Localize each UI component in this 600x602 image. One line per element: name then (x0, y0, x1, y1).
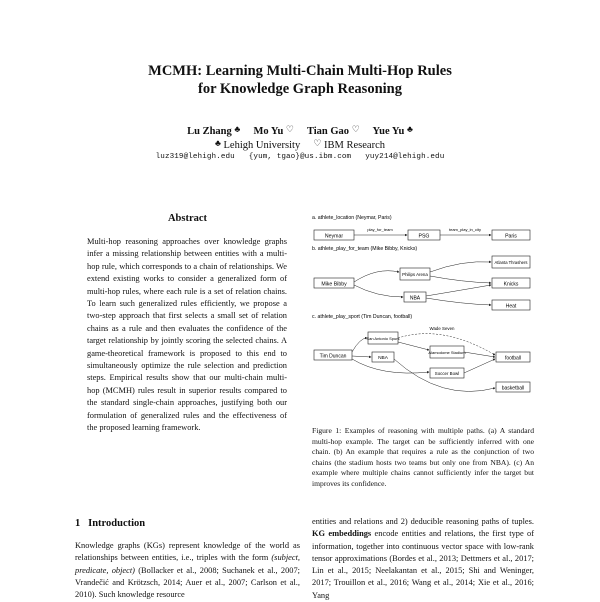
affiliation-mark: ♡ (313, 138, 322, 148)
paper-title-line-2: for Knowledge Graph Reasoning (198, 81, 402, 97)
relation-edge (354, 285, 403, 297)
section-heading (75, 518, 145, 529)
panel-b-title: b. athlete_play_for_team (Mike Bibby, Knicks) (312, 246, 418, 252)
node-label: Paris (505, 233, 517, 240)
node-label: PSG (418, 233, 430, 240)
intro-text: (Bollacker et al., 2008; Suchanek et al., 2007; Vrandečić and Krötzsch, 2014; Auer et al., 2007; Carlson et al., 2010). Such knowledge resource (75, 565, 300, 600)
relation-edge (352, 356, 371, 357)
section-number: 1 (75, 518, 81, 529)
author-name: Yue Yu (372, 126, 405, 137)
node-label: Soccer Bowl (434, 371, 460, 376)
paper-title-line-1: MCMH: Learning Multi-Chain Multi-Hop Rules (148, 63, 452, 79)
affiliation-list (0, 138, 600, 151)
intro-text: Knowledge graphs (KGs) represent knowledge of the world as relationships between entities, i.e., triples with the form (75, 541, 300, 563)
node-label: Mike Bibby (321, 281, 347, 288)
relation-edge (430, 262, 491, 272)
figure-caption: Figure 1: Examples of reasoning with multiple paths. (a) A standard multi-hop example. The target can be sufficiently inferred with one chain. (b) An example that requires a rule as the conjunction of two chains (the stadium hosts two teams but only one from NBA). (c) An example where multiple chains cannot sufficiently infer the target but improves its confidence. (312, 426, 534, 488)
abstract-body: Multi-hop reasoning approaches over knowledge graphs infer a missing relationship between entities with a multi-hop rule, which corresponds to a chain of relationships. We extend existing works to consider a generalized form of multi-hop rules, where each rule is a set of relation chains. To learn such generalized rules efficiently, we propose a two-step approach that first selects a small set of relation chains as a rule and then evaluates the confidence of the target relationship by jointly scoring the selected chains. A game-theoretical framework is proposed to this end to simultaneously optimize the rule selection and prediction steps. Empirical results show that our multi-chain multi-hop (MCMH) rules result in superior results compared to the standard single-chain approaches, justifying both our formulation of generalized rules and the effectiveness of the proposed learning framework. (87, 237, 287, 433)
node-label: San Antonio Spurs (366, 336, 400, 341)
author-emails: luz319@lehigh.edu {yum, tgao}@us.ibm.com yuy214@lehigh.edu (155, 153, 445, 161)
panel-a-title: a. athlete_location (Neymar, Paris) (312, 215, 392, 221)
body-text-bold: KG embeddings (312, 529, 372, 539)
author-name: Mo Yu (253, 126, 284, 137)
section-title: Introduction (88, 518, 146, 529)
affiliation-name: IBM Research (324, 140, 385, 151)
affiliation-name: Lehigh University (223, 140, 301, 151)
affiliation-mark: ♣ (214, 138, 221, 148)
body-text: entities and relations and 2) deducible reasoning paths of tuples. (312, 517, 534, 526)
node-label: Tim Duncan (319, 353, 347, 360)
affiliation-mark: ♡ (351, 124, 360, 134)
node-label: NBA (378, 356, 388, 361)
panel-c-title: c. athlete_play_sport (Tim Duncan, football) (312, 314, 413, 320)
node-label: Wade Seven (429, 326, 455, 331)
node-label: Atlanta Thrashers (494, 260, 528, 265)
relation-edge (464, 359, 495, 373)
node-label: Knicks (503, 281, 519, 288)
relation-edge (352, 359, 429, 373)
abstract-heading: Abstract (167, 213, 208, 224)
author-list (0, 124, 600, 137)
node-label: Heat (505, 303, 517, 310)
author-name: Lu Zhang (187, 126, 232, 137)
affiliation-mark: ♣ (234, 124, 241, 134)
node-label: Alamodome Stadium (428, 350, 466, 355)
author-name: Tian Gao (306, 126, 350, 137)
relation-edge (464, 352, 495, 357)
node-label: Philips Arena (402, 272, 428, 277)
node-label: football (504, 355, 522, 362)
node-label: NBA (409, 295, 421, 302)
right-column-paragraph (312, 516, 534, 602)
node-label: Neymar (324, 233, 344, 240)
relation-edge (426, 298, 491, 305)
affiliation-mark: ♣ (406, 124, 413, 134)
node-label: basketball (501, 385, 525, 392)
reasoning-diagram (312, 212, 534, 420)
affiliation-mark: ♡ (285, 124, 294, 134)
relation-edge (354, 271, 399, 282)
body-text: encode entities and relations, the first type of information, together into continuous vector space with low-rank tensor approximations (Bordes et al., 2013; Dettmers et al., 2017; Lin et al., 2015; Neelakantan et al., 2015; Shi and Weninger, 2017; Trouillon et al., 2016; Wang et al., 2014; Xie et al., 2016; Yang (312, 529, 534, 600)
relation-edge (398, 342, 429, 350)
relation-label: play_for_team (367, 227, 393, 232)
figure-1 (312, 212, 534, 425)
relation-label: team_play_in_city (448, 227, 482, 232)
relation-edge (352, 338, 367, 352)
intro-paragraph (75, 540, 300, 601)
relation-edge (426, 285, 491, 296)
relation-edge (430, 276, 491, 283)
intro-text-italic: (subject, predicate, object) (75, 553, 300, 575)
